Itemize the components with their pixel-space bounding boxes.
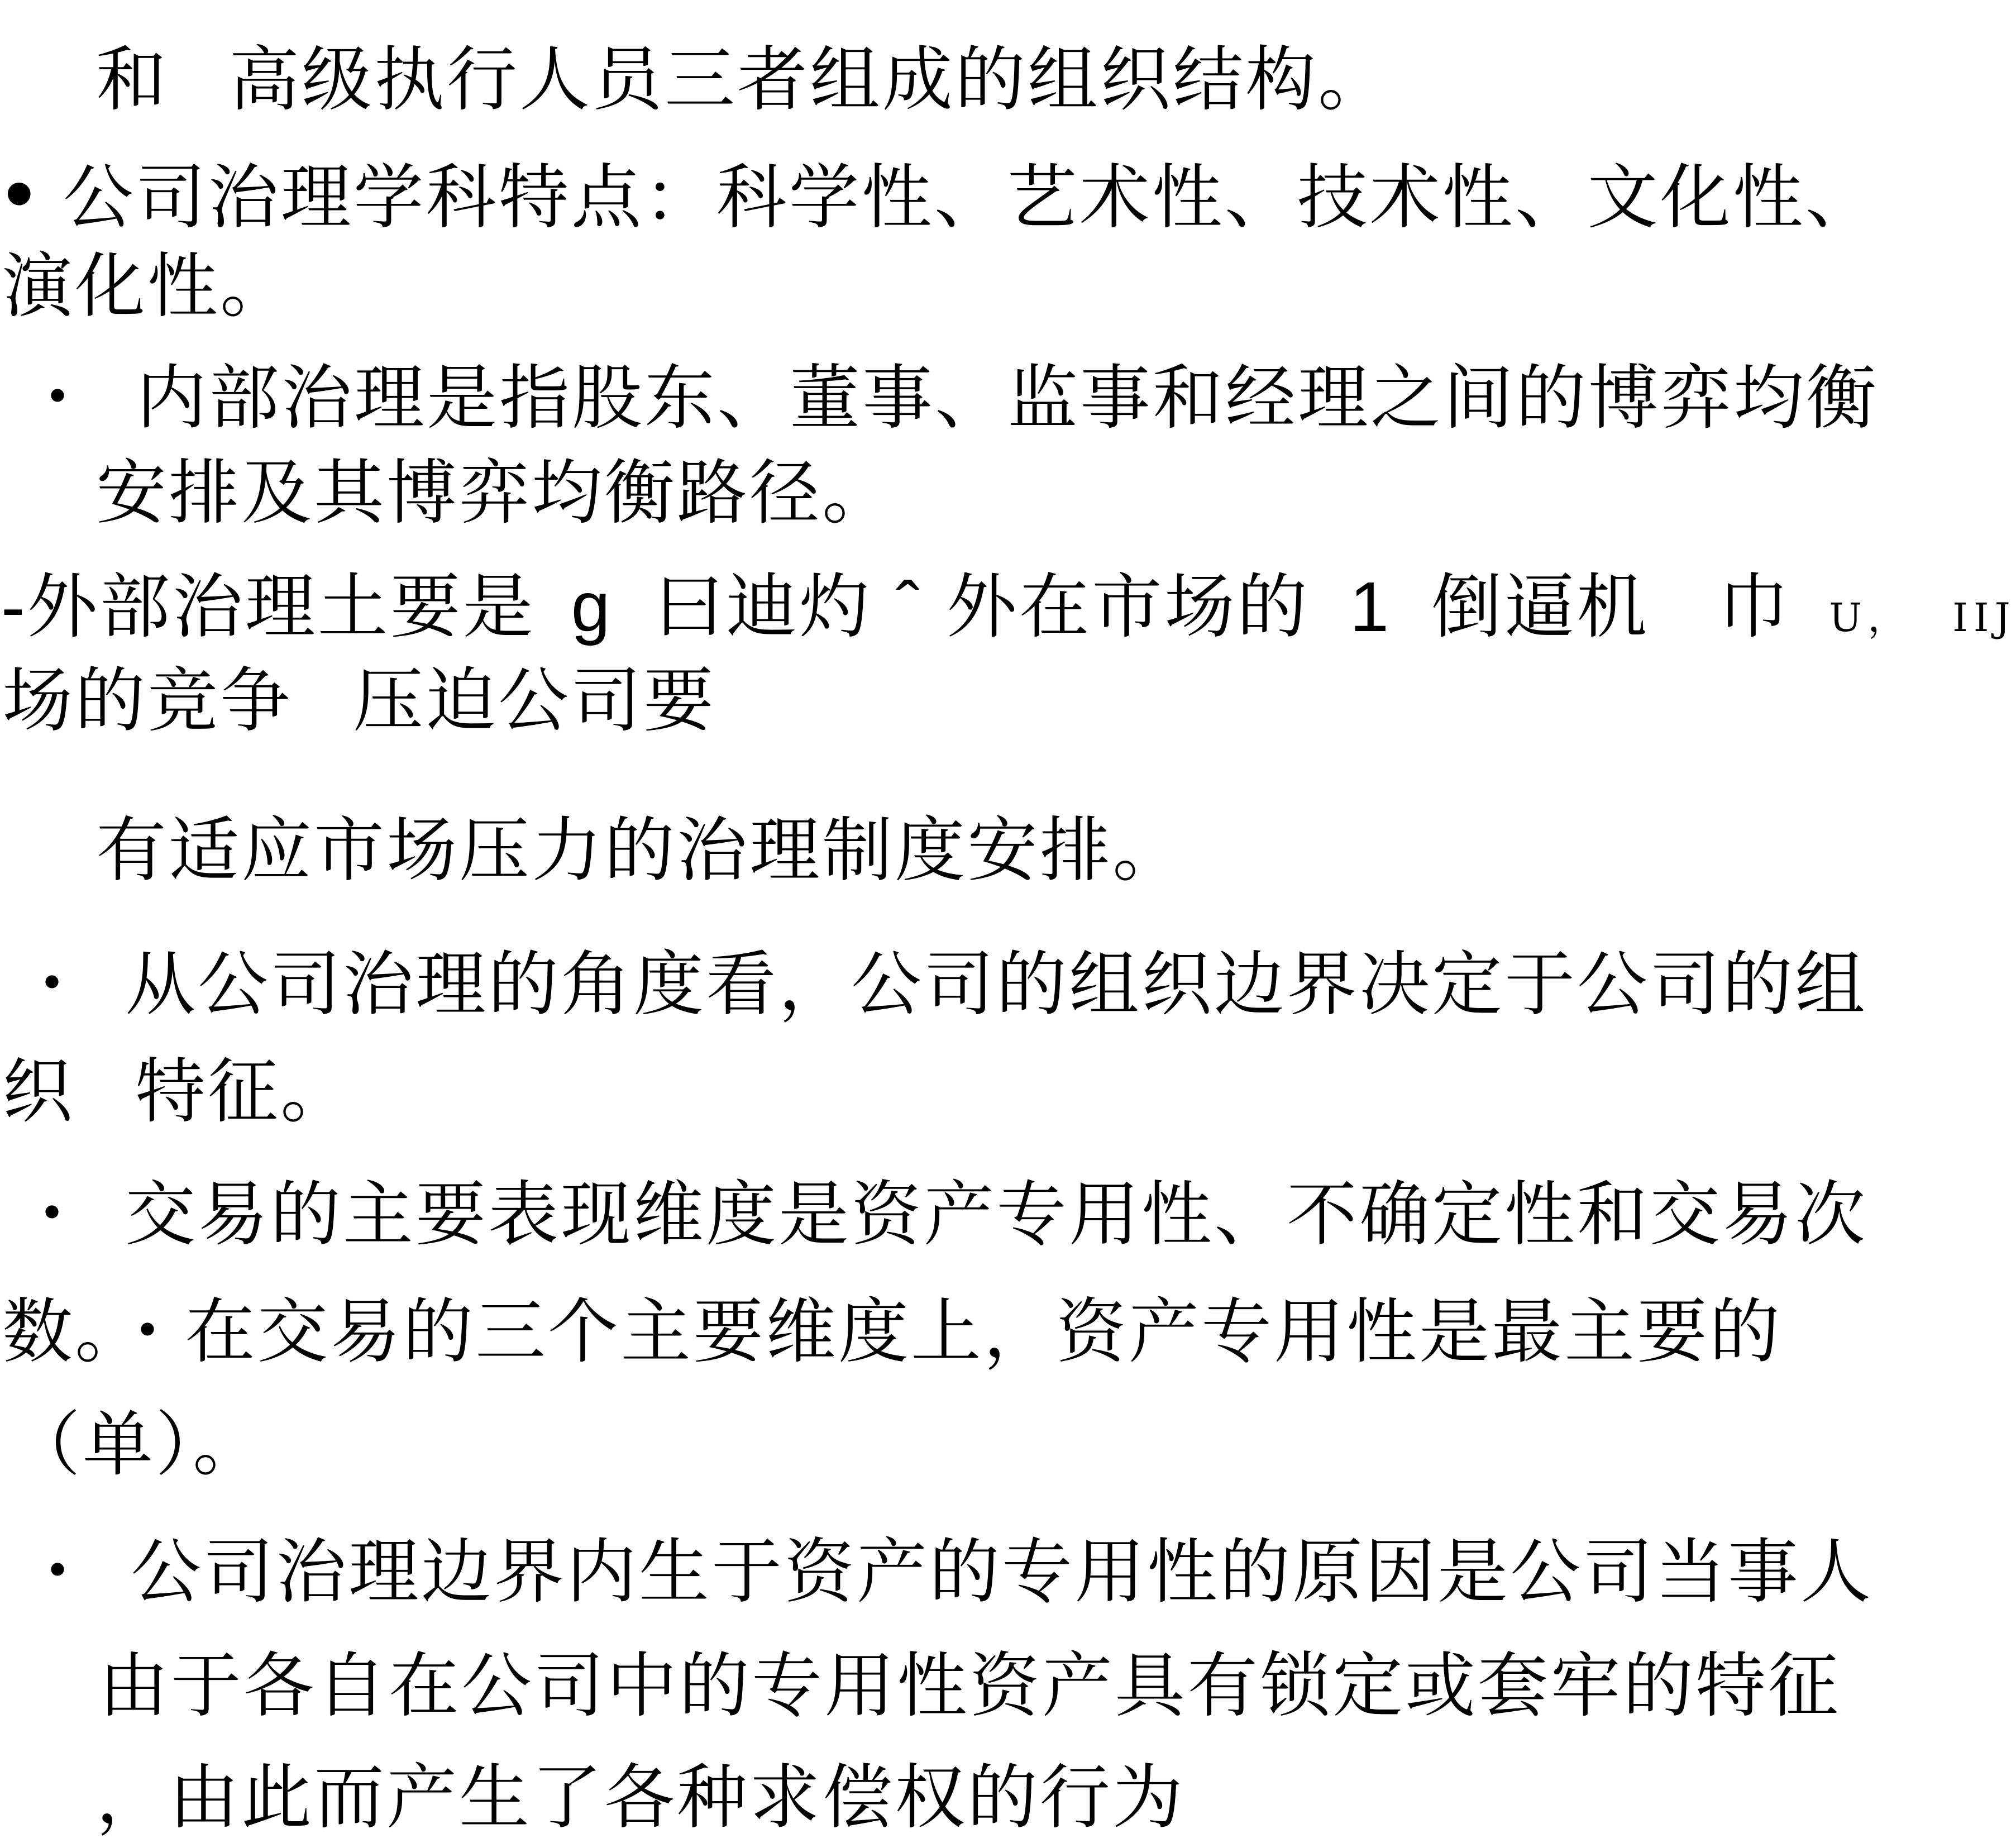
line-13-text: （单）。 xyxy=(10,1403,265,1486)
bullet-line-transaction-dimensions xyxy=(0,1173,1868,1257)
line-5-text: 安排及其博弈均衡路径。 xyxy=(96,452,895,534)
line-6-part-8: 巾 xyxy=(1718,566,1792,648)
line-6-part-4: ˆ xyxy=(896,567,922,646)
line-3 xyxy=(0,245,1843,328)
line-1 xyxy=(0,38,1843,122)
line-6-part-1: -外部治理土要是 xyxy=(1,566,536,648)
line-6-part-10: IIJ xyxy=(1952,595,2016,641)
line-3-text: 演化性。 xyxy=(2,245,293,327)
line-15 xyxy=(0,1644,1843,1728)
line-16-text: ，由此而产生了各种求偿权的行为 xyxy=(96,1756,1185,1839)
line-external-governance xyxy=(0,565,2016,649)
bullet-line-internal-governance xyxy=(0,356,1879,440)
line-1-text: 高级执行人员三者组成的组织结构。 xyxy=(229,39,1391,121)
bullet-dot: ・ xyxy=(22,357,95,439)
bullet-dot: ・ xyxy=(22,1531,95,1613)
line-11-text: 交易的主要表现维度是资产专用性、不确定性和交易次 xyxy=(125,1173,1868,1255)
line-10-text-a: 织 xyxy=(2,1051,75,1133)
line-12-text: 数。・在交易的三个主要维度上，资产专用性是最主要的 xyxy=(2,1291,1782,1373)
bullet-dot: ・ xyxy=(17,1173,89,1255)
line-7-text-a: 场的竞争 xyxy=(2,660,293,742)
line-15-text: 由于各自在公司中的专用性资产具有锁定或套牢的特征 xyxy=(98,1645,1841,1727)
line-8-text: 有适应市场压力的治理制度安排。 xyxy=(96,809,1185,891)
line-6-part-6: 1 xyxy=(1349,567,1392,646)
line-7 xyxy=(0,659,1843,743)
bullet-line-governance-boundary xyxy=(0,1530,1874,1614)
line-5 xyxy=(0,451,1843,535)
line-6-part-7: 倒逼机 xyxy=(1431,566,1650,648)
line-12 xyxy=(0,1290,1843,1374)
line-16 xyxy=(0,1756,1843,1840)
line-4-text: 内部治理是指股东、董事、监事和经理之间的博弈均衡 xyxy=(136,357,1879,439)
line-8 xyxy=(0,809,1843,892)
line-10-text-b: 特征。 xyxy=(135,1051,353,1133)
line-6-part-5: 外在市场的 xyxy=(946,566,1310,648)
line-1-indent-word: 和 xyxy=(96,39,169,121)
line-7-text-b: 压迫公司要 xyxy=(353,660,716,742)
line-6-part-2: g xyxy=(571,567,613,646)
bullet-line-disciplines xyxy=(0,146,1878,240)
line-14-text: 公司治理边界内生于资产的专用性的原因是公司当事人 xyxy=(131,1531,1874,1613)
bullet-line-org-boundary xyxy=(0,943,1868,1026)
line-6-part-3: 曰迪灼 xyxy=(653,566,872,648)
line-6-part-9: U， xyxy=(1829,595,1913,641)
line-13 xyxy=(0,1403,1843,1487)
bullet-dot: ・ xyxy=(17,943,89,1025)
line-9-text: 从公司治理的角度看，公司的组织边界决定于公司的组 xyxy=(125,943,1868,1025)
line-10 xyxy=(0,1050,1843,1134)
bullet-dot: • xyxy=(4,146,36,240)
line-2-text: 公司治理学科特点：科学性、艺术性、技术性、文化性、 xyxy=(63,156,1878,238)
